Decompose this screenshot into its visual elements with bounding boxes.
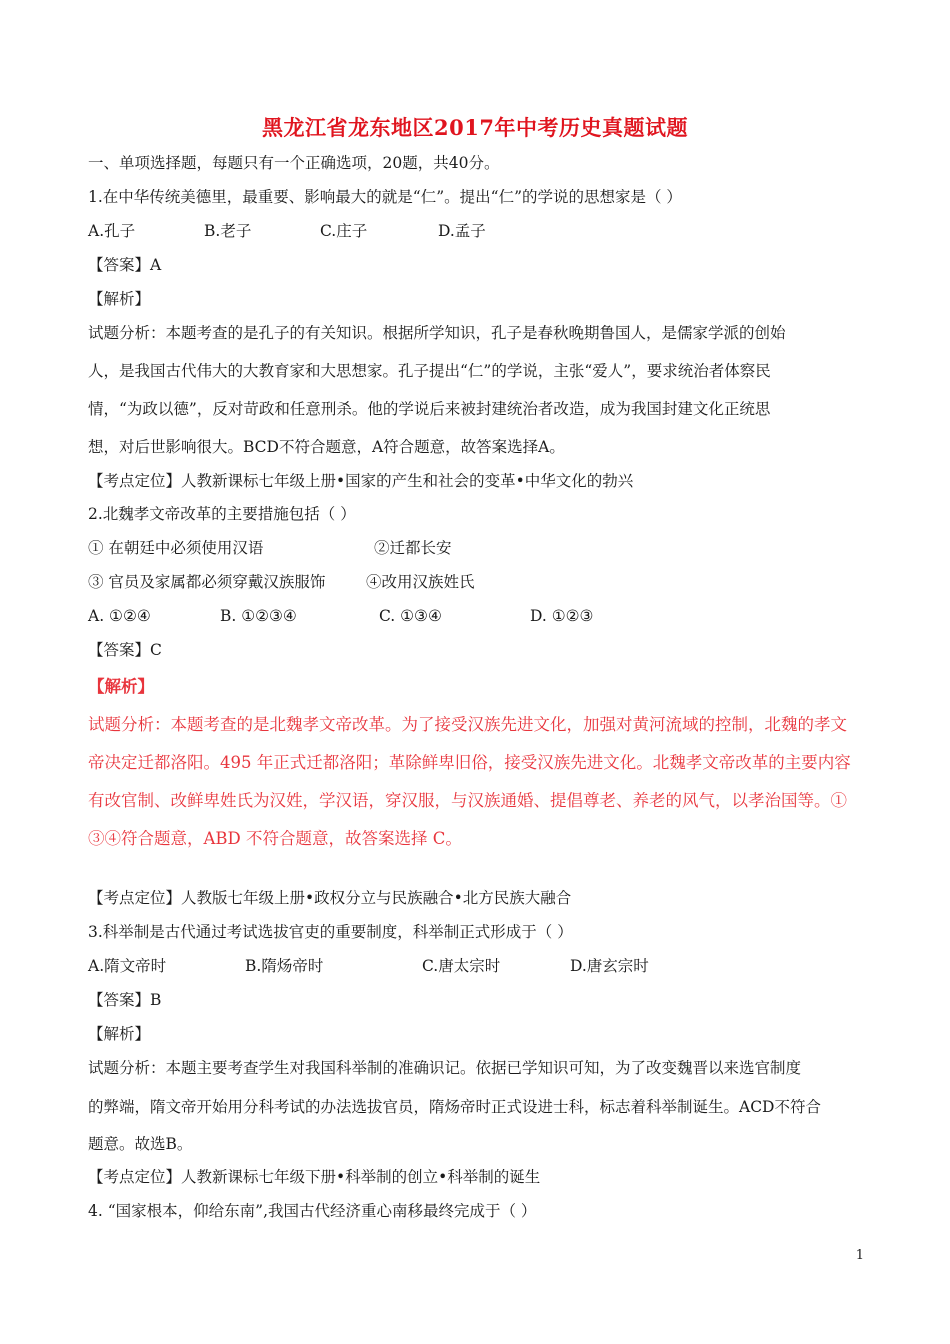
question-2-option-d: D. ①②③ — [530, 607, 594, 625]
question-2-item-1: ① 在朝廷中必须使用汉语 — [88, 539, 264, 557]
question-2-item-4: ④改用汉族姓氏 — [366, 573, 475, 591]
question-3-stem: 3.科举制是古代通过考试选拔官吏的重要制度，科举制正式形成于（ ） — [88, 923, 573, 941]
question-3-analysis-line: 试题分析：本题主要考查学生对我国科举制的准确识记。依据已学知识可知，为了改变魏晋以来选官制度 — [88, 1059, 802, 1077]
question-1-option-d: D.孟子 — [438, 222, 486, 240]
question-2-analysis-label: 【解析】 — [88, 677, 154, 696]
question-1-answer: 【答案】A — [88, 256, 162, 274]
question-2-item-3: ③ 官员及家属都必须穿戴汉族服饰 — [88, 573, 326, 591]
question-2-answer: 【答案】C — [88, 641, 162, 659]
question-1-analysis-label: 【解析】 — [88, 290, 151, 308]
question-2-stem: 2.北魏孝文帝改革的主要措施包括（ ） — [88, 505, 356, 523]
page-number: 1 — [855, 1248, 864, 1263]
question-4-stem: 4. “国家根本，仰给东南”,我国古代经济重心南移最终完成于（ ） — [88, 1202, 537, 1220]
question-1-analysis-line: 人，是我国古代伟大的大教育家和大思想家。孔子提出“仁”的学说，主张“爱人”，要求统治者体察民 — [88, 362, 771, 380]
question-2-option-b: B. ①②③④ — [220, 607, 297, 625]
question-1-location: 【考点定位】人教新课标七年级上册•国家的产生和社会的变革•中华文化的勃兴 — [88, 472, 634, 490]
question-3-analysis-label: 【解析】 — [88, 1025, 151, 1043]
question-3-option-d: D.唐玄宗时 — [570, 957, 649, 975]
question-1-option-b: B.老子 — [204, 222, 252, 240]
section-heading: 一、单项选择题，每题只有一个正确选项，20题，共40分。 — [88, 154, 500, 172]
question-2-analysis-line: 有改官制、改鲜卑姓氏为汉姓，学汉语，穿汉服，与汉族通婚、提倡尊老、养老的风气，以孝治国等。① — [88, 791, 847, 810]
question-2-analysis-line: 试题分析：本题考查的是北魏孝文帝改革。为了接受汉族先进文化，加强对黄河流域的控制，北魏的孝文 — [88, 715, 847, 734]
question-3-answer: 【答案】B — [88, 991, 162, 1009]
question-1-option-a: A.孔子 — [88, 222, 136, 240]
question-2-option-a: A. ①②④ — [88, 607, 151, 625]
question-1-option-c: C.庄子 — [320, 222, 368, 240]
question-3-location: 【考点定位】人教新课标七年级下册•科举制的创立•科举制的诞生 — [88, 1168, 541, 1186]
question-3-option-b: B.隋炀帝时 — [245, 957, 324, 975]
question-1-analysis-line: 想，对后世影响很大。BCD不符合题意，A符合题意，故答案选择A。 — [88, 438, 565, 456]
question-3-option-a: A.隋文帝时 — [88, 957, 167, 975]
question-2-option-c: C. ①③④ — [379, 607, 442, 625]
question-2-item-2: ②迁都长安 — [374, 539, 452, 557]
question-3-analysis-line: 题意。故选B。 — [88, 1135, 193, 1153]
question-1-analysis-line: 试题分析：本题考查的是孔子的有关知识。根据所学知识，孔子是春秋晚期鲁国人，是儒家学派的创始 — [88, 324, 786, 342]
document-title: 黑龙江省龙东地区2017年中考历史真题试题 — [262, 115, 688, 140]
question-2-analysis-line: ③④符合题意，ABD 不符合题意，故答案选择 C。 — [88, 829, 462, 848]
question-3-option-c: C.唐太宗时 — [422, 957, 501, 975]
question-1-analysis-line: 情，“为政以德”，反对苛政和任意刑杀。他的学说后来被封建统治者改造，成为我国封建文化正统思 — [88, 400, 771, 418]
question-2-analysis-line: 帝决定迁都洛阳。495 年正式迁都洛阳；革除鲜卑旧俗，接受汉族先进文化。北魏孝文帝改革的主要内容 — [88, 753, 851, 772]
question-3-analysis-line: 的弊端，隋文帝开始用分科考试的办法选拔官员，隋炀帝时正式设进士科，标志着科举制诞生。ACD不符合 — [88, 1098, 821, 1116]
question-1-stem: 1.在中华传统美德里，最重要、影响最大的就是“仁”。提出“仁”的学说的思想家是（ ） — [88, 188, 682, 206]
question-2-location: 【考点定位】人教版七年级上册•政权分立与民族融合•北方民族大融合 — [88, 889, 572, 907]
